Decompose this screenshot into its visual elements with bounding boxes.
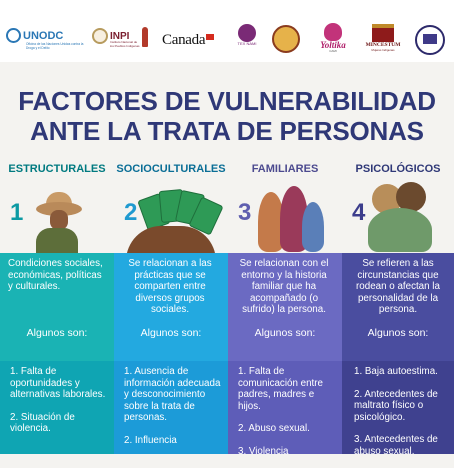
unodc-logo-subtitle: Oficina de las Naciones Unidas contra la Droga y el Delito	[26, 42, 84, 50]
factor-number: 3	[238, 199, 252, 226]
list-item: 1. Ausencia de información adecuada y desconocimiento sobre la trata de personas.	[124, 366, 221, 423]
figure-logo-icon	[142, 27, 148, 47]
column-familiares	[228, 160, 342, 457]
mincestum-building-icon	[372, 24, 394, 42]
mincestum-logo-subtitle: Mujeres Indígenas	[371, 48, 395, 52]
examples-label: Algunos son:	[254, 327, 316, 339]
column-socioculturales	[114, 160, 228, 454]
list-item: 2. Abuso sexual.	[238, 423, 310, 434]
column-header: PSICOLÓGICOS	[355, 163, 441, 175]
column-header: ESTRUCTURALES	[8, 163, 106, 175]
un-emblem-icon	[6, 28, 21, 43]
mincestum-logo-text: MINCESTUM	[365, 42, 401, 48]
factor-description: Condiciones sociales, económicas, políticas y culturales.	[8, 258, 103, 292]
examples-list	[354, 366, 454, 468]
mincestum-logo	[360, 24, 406, 58]
title-line-1: FACTORES DE VULNERABILIDAD	[18, 86, 436, 116]
yoltika-logo	[314, 23, 352, 57]
inpi-logo	[92, 28, 140, 48]
list-item: 2. Situación de violencia.	[10, 411, 75, 434]
column-psicologicos	[342, 160, 454, 457]
indigenous-woman-logo-icon	[272, 25, 300, 53]
unodc-logo-text: UNODC	[23, 29, 64, 42]
yoltika-logo-subtitle: CAMI	[329, 49, 337, 53]
list-item: 1. Baja autoestima.	[354, 366, 438, 377]
list-item: 2. Influencia	[124, 434, 177, 446]
canada-flag-icon	[206, 34, 214, 40]
title-line-2: ANTE LA TRATA DE PERSONAS	[30, 116, 424, 146]
mujer-emblem-icon	[238, 24, 256, 42]
house-shape-icon	[423, 34, 437, 44]
column-estructurales	[0, 160, 114, 454]
canada-wordmark	[162, 32, 214, 49]
factor-number: 4	[352, 199, 366, 226]
examples-label: Algunos son:	[140, 327, 202, 339]
column-header: FAMILIARES	[251, 163, 319, 175]
page-title	[0, 86, 454, 146]
list-item: 1. Falta de comunicación entre padres, madres e hijos.	[238, 366, 323, 412]
mujer-org-logo	[234, 24, 260, 56]
child-figure-icon	[302, 202, 324, 252]
examples-label: Algunos son:	[26, 327, 88, 339]
face-icon	[50, 210, 68, 230]
embrace-body-icon	[368, 208, 432, 252]
list-item: 1. Falta de oportunidades y alternativas laborales.	[10, 366, 106, 400]
examples-label: Algunos son:	[367, 327, 429, 339]
yoltika-emblem-icon	[324, 23, 342, 41]
factor-number: 1	[10, 199, 24, 226]
list-item: 3. Antecedentes de abuso sexual.	[354, 434, 438, 457]
partner-logos-bar	[0, 0, 454, 62]
list-item: 2. Antecedentes de maltrato físico o psicológico.	[354, 388, 438, 423]
inpi-logo-subtitle: Instituto Nacional de los Pueblos Indígenas	[110, 40, 140, 48]
inpi-seal-icon	[92, 28, 108, 44]
inpi-logo-text: INPI	[110, 30, 130, 42]
factor-description: Se relacionan con el entorno y la historia familiar que ha acompañado (o sufrido) la persona.	[239, 258, 329, 315]
examples-list	[10, 366, 110, 446]
factor-description: Se refieren a las circunstancias que rodean o afectan la personalidad de la persona.	[356, 258, 440, 315]
unodc-logo	[6, 28, 84, 50]
list-item: 3. Violencia	[238, 445, 289, 457]
examples-list	[238, 366, 338, 468]
column-header: SOCIOCULTURALES	[116, 163, 226, 175]
examples-list	[124, 366, 224, 457]
house-logo-icon	[415, 25, 445, 55]
factor-number: 2	[124, 199, 138, 226]
mujer-logo-text: TEX NAMI	[237, 41, 257, 46]
yoltika-logo-text: Yoltika	[320, 40, 346, 50]
factor-description: Se relacionan a las prácticas que se comparten entre diversos grupos sociales.	[128, 258, 212, 315]
canada-logo-text: Canada	[162, 32, 206, 48]
